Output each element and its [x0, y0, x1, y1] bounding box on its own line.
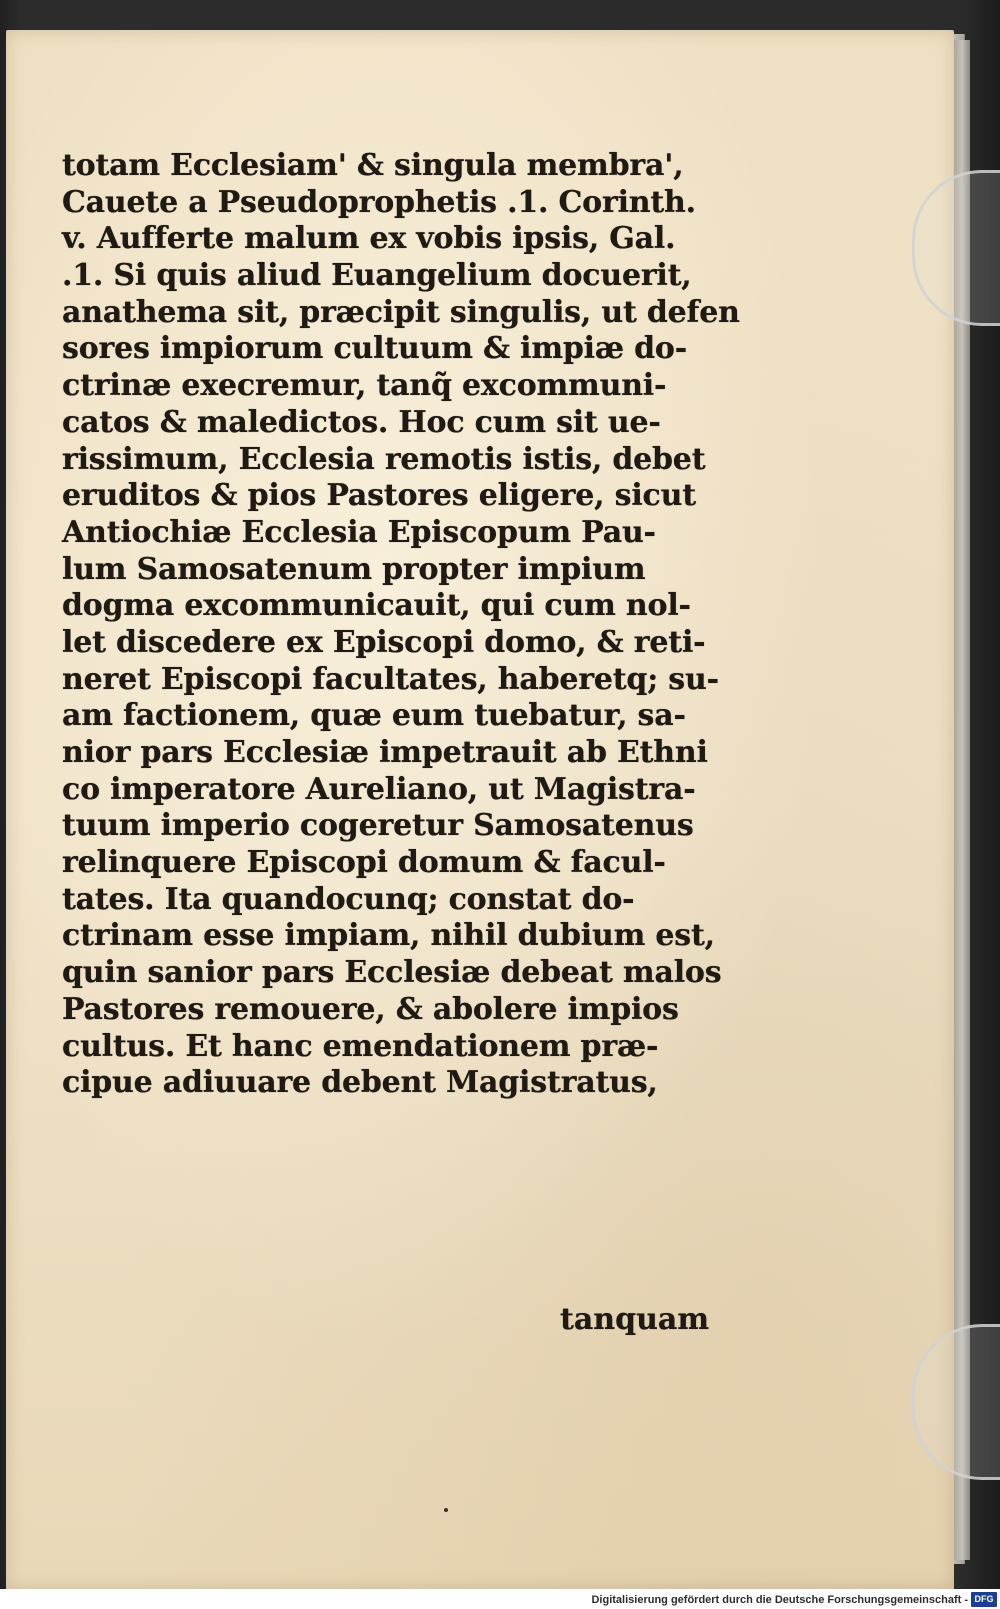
- catchword: tanquam: [560, 1302, 710, 1337]
- text-line: am factionem, quæ eum tuebatur, sa-: [62, 698, 686, 734]
- text-line: ctrinæ execremur, tanq̃ excommuni-: [62, 368, 667, 404]
- text-line: tuum imperio cogeretur Samosatenus: [62, 808, 694, 844]
- page-text: [62, 148, 742, 1102]
- text-line: anathema sit, præcipit singulis, ut defen: [62, 294, 740, 330]
- text-line: v. Aufferte malum ex vobis ipsis, Gal.: [62, 221, 676, 257]
- text-line: neret Episcopi facultates, haberetq; su-: [62, 661, 719, 697]
- text-line: tates. Ita quandocunq; constat do-: [62, 881, 635, 917]
- text-line: Antiochiæ Ecclesia Episcopum Pau-: [62, 514, 656, 550]
- text-line: rissimum, Ecclesia remotis istis, debet: [62, 441, 706, 477]
- text-line: Cauete a Pseudoprophetis .1. Corinth.: [62, 184, 696, 220]
- text-line: dogma excommunicauit, qui cum nol-: [62, 588, 691, 624]
- text-line: ctrinam esse impiam, nihil dubium est,: [62, 918, 715, 954]
- dfg-logo-icon: DFG: [971, 1592, 997, 1607]
- ink-speck: [444, 1508, 448, 1512]
- text-line: cipue adiuuare debent Magistratus,: [62, 1065, 658, 1101]
- text-line: Pastores remouere, & abolere impios: [62, 991, 679, 1027]
- text-line: cultus. Et hanc emendationem præ-: [62, 1028, 659, 1064]
- footer-credit: Digitalisierung gefördert durch die Deutsche Forschungsgemeinschaft -: [591, 1594, 968, 1606]
- text-line: totam Ecclesiam' & singula membra',: [62, 148, 684, 183]
- text-line: let discedere ex Episcopi domo, & reti-: [62, 624, 706, 660]
- text-line: eruditos & pios Pastores eligere, sicut: [62, 478, 696, 514]
- text-line: lum Samosatenum propter impium: [62, 551, 646, 587]
- text-line: catos & maledictos. Hoc cum sit ue-: [62, 404, 661, 440]
- text-line: co imperatore Aureliano, ut Magistra-: [62, 771, 696, 807]
- text-line: nior pars Ecclesiæ impetrauit ab Ethni: [62, 735, 708, 770]
- text-line: quin sanior pars Ecclesiæ debeat malos: [62, 955, 722, 991]
- text-line: sores impiorum cultuum & impiæ do-: [62, 331, 687, 367]
- text-line: .1. Si quis aliud Euangelium docuerit,: [62, 258, 692, 294]
- text-line: relinquere Episcopi domum & facul-: [62, 845, 666, 881]
- footer-bar: [0, 1589, 1000, 1609]
